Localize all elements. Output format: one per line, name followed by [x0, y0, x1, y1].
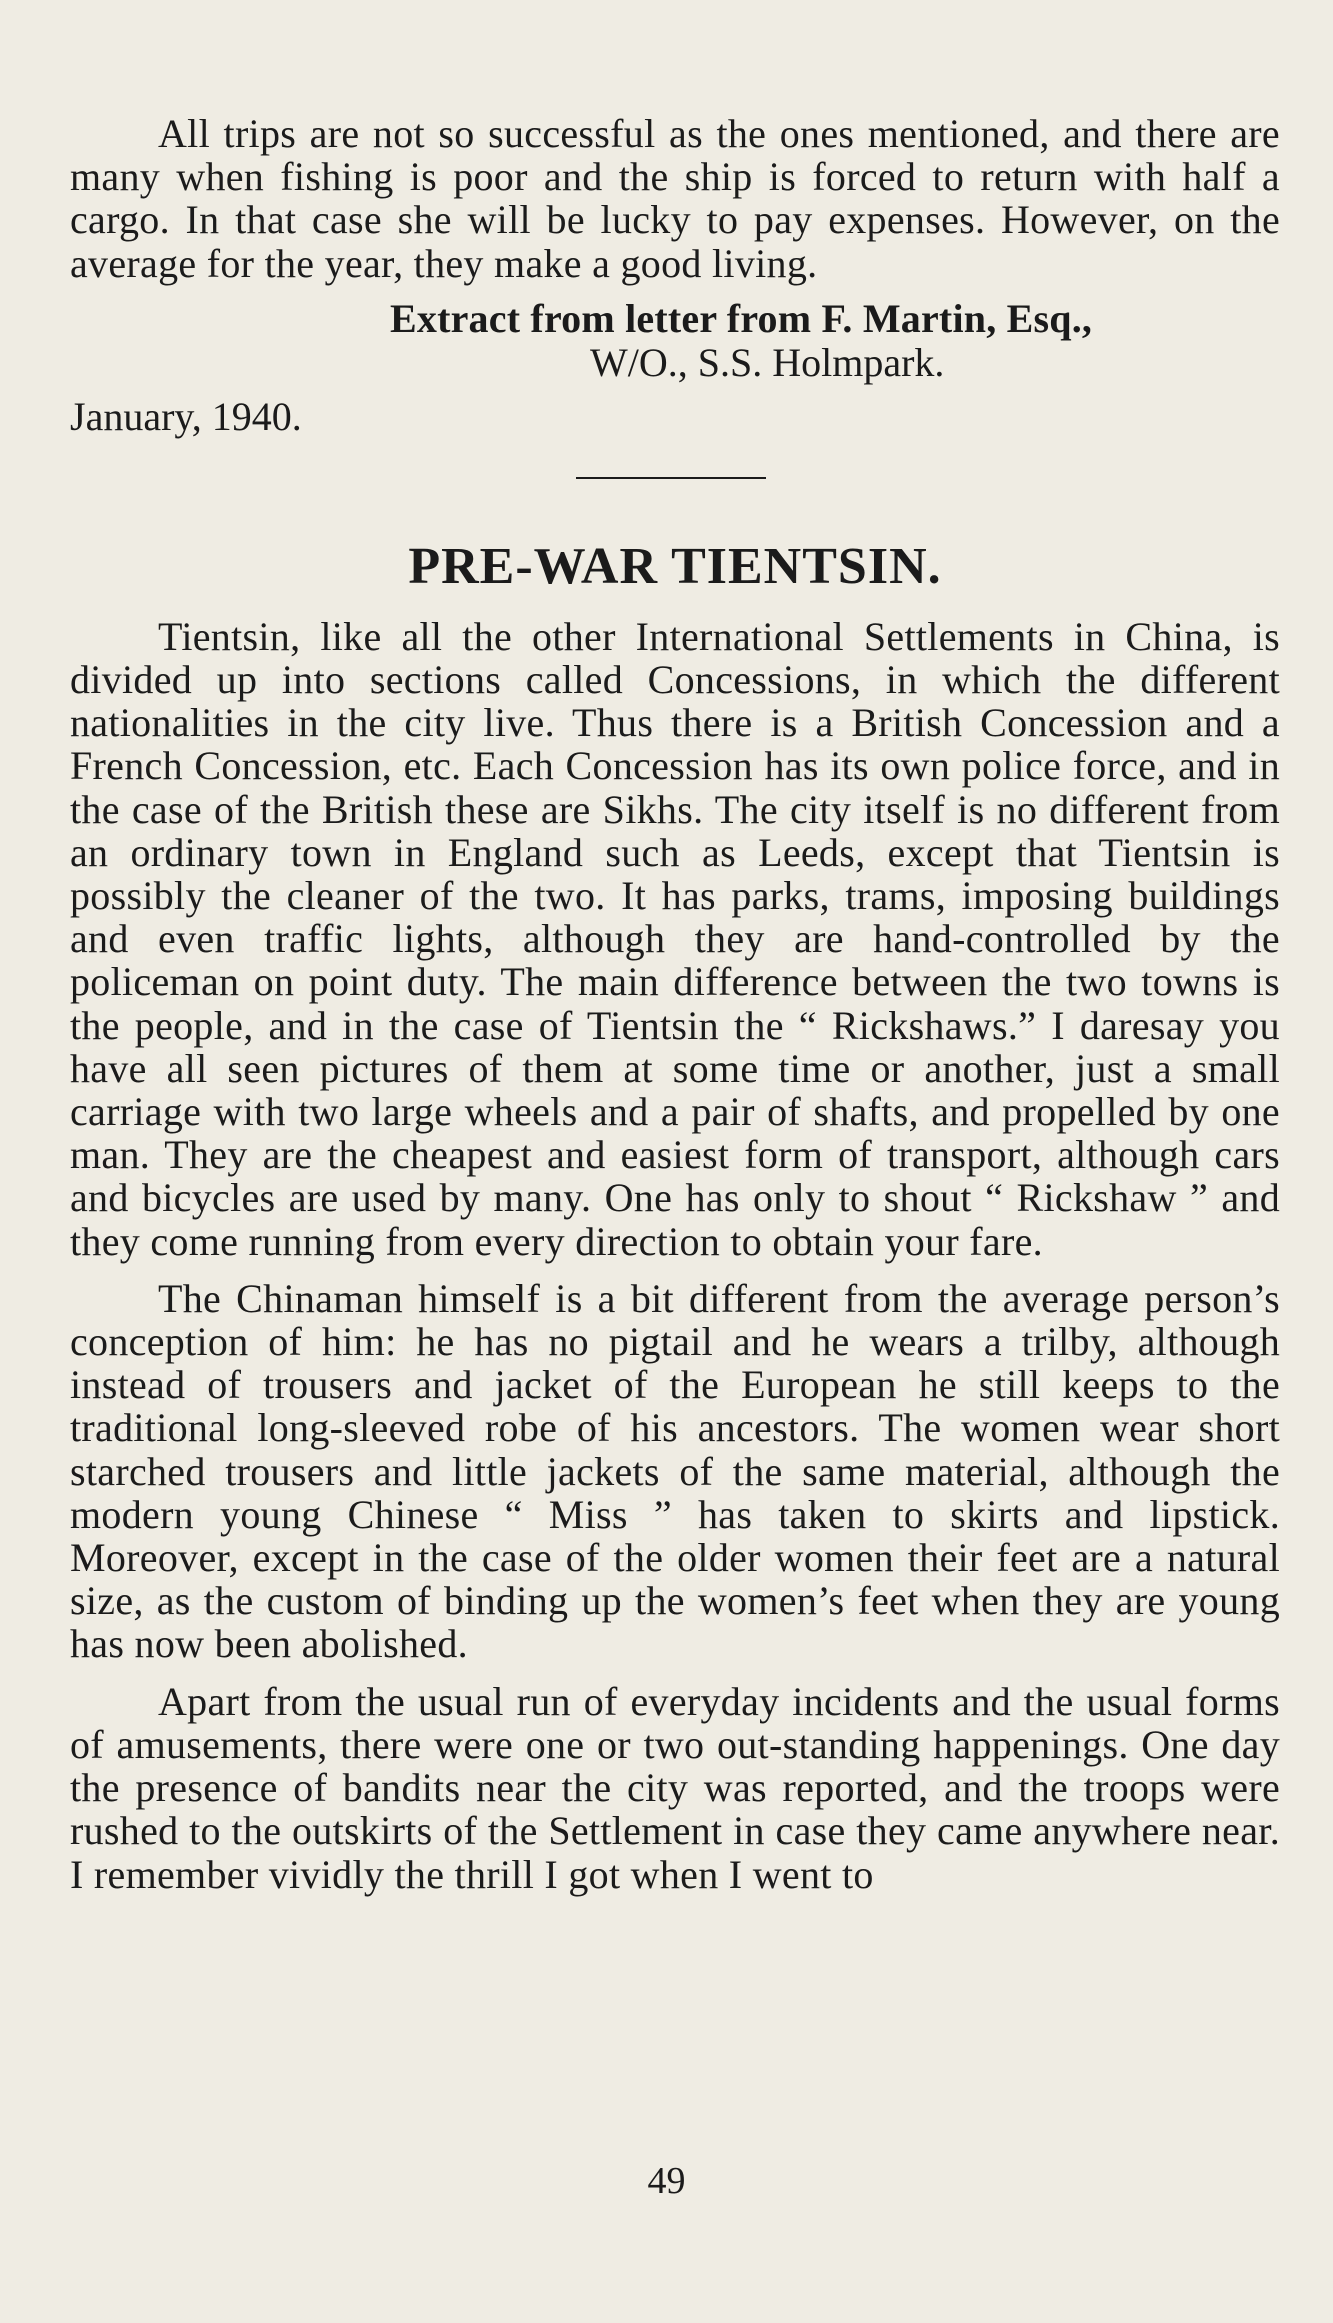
article-paragraph: Tientsin, like all the other International Settlements in China, is divided up into sections called Concessions, in which the different nationalities in the city live. Thus there is a British Concession and a French Concession, etc. Each Concession has its own police force, and in the case of the British these are Sikhs. The city itself is no different from an ordinary town in England such as Leeds, except that Tientsin is possibly the cleaner of the two. It has parks, trams, imposing buildings and even traffic lights, although they are hand-controlled by the policeman on point duty. The main difference between the two towns is the people, and in the case of Tientsin the “ Rickshaws.” I daresay you have all seen pictures of them at some time or another, just a small carriage with two large wheels and a pair of shafts, and propelled by one man. They are the cheapest and easiest form of transport, although cars and bicycles are used by many. One has only to shout “ Rickshaw ” and they come running from every direction to obtain your fare. — [70, 613, 1280, 1264]
page-content — [70, 112, 1280, 1896]
intro-paragraph: All trips are not so successful as the ones mentioned, and there are many when fishing is poor and the ship is forced to return with half a cargo. In that case she will be lucky to pay expenses. However, on the average for the year, they make a good living. — [70, 111, 1280, 286]
signature-date: January, 1940. — [70, 393, 302, 439]
section-divider — [576, 477, 766, 479]
article-title: PRE-WAR TIENTSIN. — [408, 537, 942, 595]
signature-source: Extract from letter from F. Martin, Esq., — [390, 295, 1093, 341]
article-paragraph: The Chinaman himself is a bit different from the average person’s conception of him: he has no pigtail and he wears a trilby, although instead of trousers and jacket of the European he still keeps to the traditional long-sleeved robe of his ancestors. The women wear short starched trousers and little jackets of the same material, although the modern young Chinese “ Miss ” has taken to skirts and lipstick. Moreover, except in the case of the older women their feet are a natural size, as the custom of binding up the women’s feet when they are young has now been abolished. — [70, 1275, 1280, 1667]
signature-rank: W/O., S.S. Holmpark. — [590, 339, 945, 385]
page-number: 49 — [647, 2160, 686, 2202]
article-paragraph: Apart from the usual run of everyday incidents and the usual forms of amusements, there were one or two out-standing happenings. One day the presence of bandits near the city was reported, and the troops were rushed to the outskirts of the Settlement in case they came anywhere near. I remember vividly the thrill I got when I went to — [70, 1678, 1280, 1897]
